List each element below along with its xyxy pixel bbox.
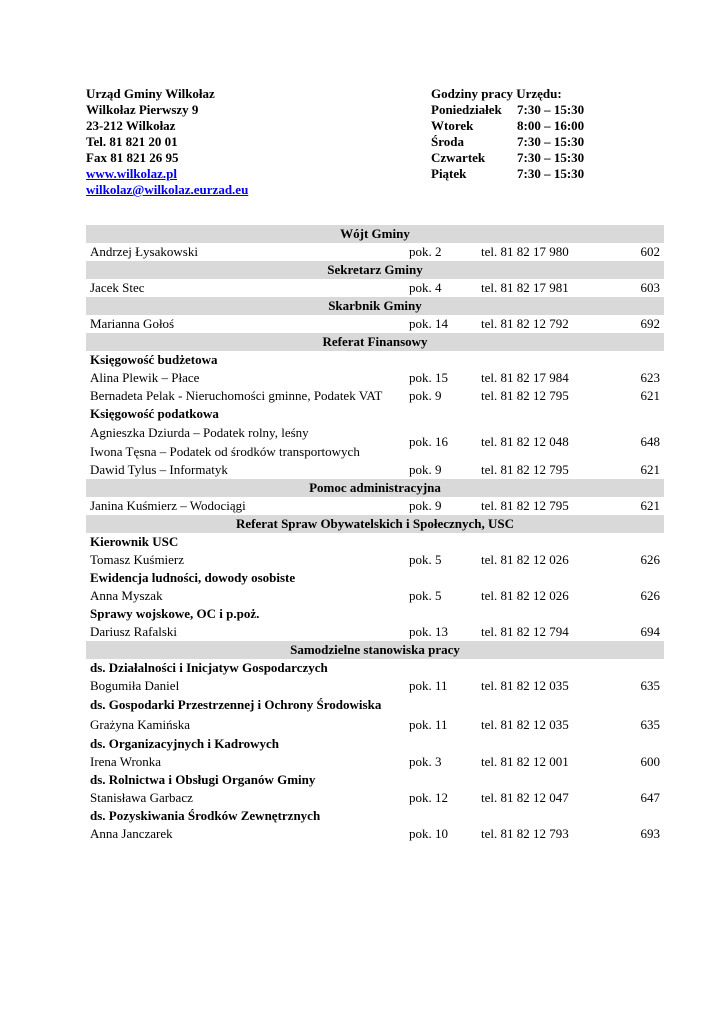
subheading: Kierownik USC [90, 534, 179, 549]
staff-phone: tel. 81 82 12 795 [481, 498, 569, 513]
staff-extension: 647 [640, 790, 660, 805]
staff-room: pok. 9 [409, 462, 442, 477]
staff-name: Stanisława Garbacz [90, 790, 193, 805]
staff-name: Andrzej Łysakowski [90, 244, 198, 259]
staff-extension: 693 [640, 826, 660, 841]
staff-room: pok. 12 [409, 790, 448, 805]
section-header [86, 261, 664, 279]
table-row [86, 623, 664, 641]
staff-room: pok. 3 [409, 754, 442, 769]
hours-day: Środa [431, 134, 464, 149]
office-name: Urząd Gminy Wilkołaz [86, 86, 215, 101]
staff-room: pok. 11 [409, 678, 448, 693]
table-row [86, 387, 664, 405]
hours-row [431, 134, 584, 150]
section-title: Sekretarz Gminy [86, 261, 664, 279]
hours-row [431, 102, 584, 118]
staff-name: Dariusz Rafalski [90, 624, 178, 639]
staff-extension: 623 [640, 370, 660, 385]
subheading-row [86, 735, 664, 753]
table-row [86, 461, 664, 479]
hours-time: 8:00 – 16:00 [517, 118, 585, 133]
section-title: Referat Spraw Obywatelskich i Społecznych, USC [86, 515, 664, 533]
staff-extension: 603 [640, 280, 660, 295]
subheading-row [86, 569, 664, 587]
hours-row [431, 150, 584, 166]
table-row [86, 789, 664, 807]
table-row [86, 753, 664, 771]
section-title: Skarbnik Gminy [86, 297, 664, 315]
staff-name: Marianna Gołoś [90, 316, 175, 331]
staff-name-pair [86, 423, 405, 461]
staff-extension: 692 [640, 316, 660, 331]
hours-day: Poniedziałek [431, 102, 502, 117]
staff-phone: tel. 81 82 12 794 [481, 624, 569, 639]
section-header [86, 225, 664, 243]
staff-room: pok. 15 [409, 370, 448, 385]
office-street: Wilkołaz Pierwszy 9 [86, 102, 199, 117]
subheading: ds. Działalności i Inicjatyw Gospodarczych [90, 660, 328, 675]
subheading-row [86, 405, 664, 423]
table-row [86, 423, 664, 461]
staff-name: Grażyna Kamińska [90, 717, 190, 732]
staff-name: Iwona Tęsna – Podatek od środków transportowych [90, 444, 360, 459]
table-row [86, 825, 664, 843]
staff-phone: tel. 81 82 12 035 [481, 717, 569, 732]
hours-day: Piątek [431, 166, 467, 181]
staff-name: Anna Myszak [90, 588, 163, 603]
staff-name: Anna Janczarek [90, 826, 173, 841]
office-contact-block [86, 86, 248, 198]
staff-name: Jacek Stec [90, 280, 145, 295]
staff-extension: 600 [640, 754, 660, 769]
subheading: ds. Pozyskiwania Środków Zewnętrznych [90, 808, 321, 823]
staff-extension: 635 [640, 678, 660, 693]
office-hours-block [431, 86, 584, 182]
staff-phone: tel. 81 82 12 035 [481, 678, 569, 693]
subheading: Księgowość podatkowa [90, 406, 219, 421]
hours-day: Wtorek [431, 118, 474, 133]
staff-extension: 621 [640, 388, 660, 403]
staff-name: Bernadeta Pelak - Nieruchomości gminne, Podatek VAT [90, 388, 383, 403]
staff-extension: 694 [640, 624, 660, 639]
staff-phone: tel. 81 82 12 793 [481, 826, 569, 841]
staff-phone: tel. 81 82 12 795 [481, 462, 569, 477]
table-row [86, 497, 664, 515]
staff-room: pok. 5 [409, 588, 442, 603]
hours-row [431, 166, 584, 182]
staff-name: Dawid Tylus – Informatyk [90, 462, 228, 477]
table-row [86, 551, 664, 569]
section-header [86, 479, 664, 497]
subheading-row [86, 533, 664, 551]
staff-room: pok. 2 [409, 244, 442, 259]
subheading: ds. Rolnictwa i Obsługi Organów Gminy [90, 772, 316, 787]
staff-directory-table [86, 225, 664, 843]
subheading-row [86, 771, 664, 789]
staff-room: pok. 10 [409, 826, 448, 841]
staff-phone: tel. 81 82 12 026 [481, 588, 569, 603]
table-row [86, 715, 664, 735]
staff-name: Agnieszka Dziurda – Podatek rolny, leśny [90, 425, 309, 440]
staff-name: Bogumiła Daniel [90, 678, 180, 693]
staff-extension: 648 [640, 434, 660, 449]
section-header [86, 297, 664, 315]
staff-name: Janina Kuśmierz – Wodociągi [90, 498, 246, 513]
section-header [86, 515, 664, 533]
section-title: Referat Finansowy [86, 333, 664, 351]
staff-name: Tomasz Kuśmierz [90, 552, 185, 567]
office-city: 23-212 Wilkołaz [86, 118, 176, 133]
subheading: Sprawy wojskowe, OC i p.poż. [90, 606, 260, 621]
subheading: ds. Gospodarki Przestrzennej i Ochrony Środowiska [90, 697, 382, 712]
subheading-row [86, 659, 664, 677]
staff-phone: tel. 81 82 12 795 [481, 388, 569, 403]
staff-phone: tel. 81 82 17 980 [481, 244, 569, 259]
staff-room: pok. 16 [409, 434, 448, 449]
office-phone: Tel. 81 821 20 01 [86, 134, 178, 149]
hours-row [431, 118, 584, 134]
table-row [86, 243, 664, 261]
section-title: Pomoc administracyjna [86, 479, 664, 497]
staff-phone: tel. 81 82 12 001 [481, 754, 569, 769]
table-row [86, 315, 664, 333]
staff-room: pok. 14 [409, 316, 448, 331]
staff-room: pok. 4 [409, 280, 442, 295]
staff-phone: tel. 81 82 12 026 [481, 552, 569, 567]
hours-day: Czwartek [431, 150, 486, 165]
staff-extension: 621 [640, 462, 660, 477]
staff-name: Alina Plewik – Płace [90, 370, 200, 385]
website-link[interactable]: www.wilkolaz.pl [86, 166, 178, 181]
table-row [86, 587, 664, 605]
staff-phone: tel. 81 82 12 048 [481, 434, 569, 449]
section-header [86, 641, 664, 659]
table-row [86, 677, 664, 695]
hours-time: 7:30 – 15:30 [517, 102, 585, 117]
table-row [86, 279, 664, 297]
section-title: Wójt Gminy [86, 225, 664, 243]
hours-time: 7:30 – 15:30 [517, 134, 585, 149]
staff-phone: tel. 81 82 17 981 [481, 280, 569, 295]
subheading-row [86, 807, 664, 825]
hours-time: 7:30 – 15:30 [517, 150, 585, 165]
staff-phone: tel. 81 82 17 984 [481, 370, 569, 385]
office-hours-title: Godziny pracy Urzędu: [431, 86, 562, 101]
subheading-row [86, 605, 664, 623]
staff-extension: 602 [640, 244, 660, 259]
section-title: Samodzielne stanowiska pracy [86, 641, 664, 659]
email-link[interactable]: wilkolaz@wilkolaz.eurzad.eu [86, 182, 249, 197]
office-fax: Fax 81 821 26 95 [86, 150, 179, 165]
staff-extension: 635 [640, 717, 660, 732]
staff-phone: tel. 81 82 12 047 [481, 790, 569, 805]
staff-room: pok. 9 [409, 498, 442, 513]
staff-name: Irena Wronka [90, 754, 162, 769]
subheading-row [86, 695, 664, 715]
staff-room: pok. 5 [409, 552, 442, 567]
staff-room: pok. 9 [409, 388, 442, 403]
subheading-row [86, 351, 664, 369]
staff-room: pok. 11 [409, 717, 448, 732]
subheading: ds. Organizacyjnych i Kadrowych [90, 736, 279, 751]
section-header [86, 333, 664, 351]
staff-room: pok. 13 [409, 624, 448, 639]
table-row [86, 369, 664, 387]
staff-extension: 626 [640, 588, 660, 603]
staff-extension: 626 [640, 552, 660, 567]
subheading: Księgowość budżetowa [90, 352, 218, 367]
staff-extension: 621 [640, 498, 660, 513]
staff-phone: tel. 81 82 12 792 [481, 316, 569, 331]
subheading: Ewidencja ludności, dowody osobiste [90, 570, 296, 585]
hours-time: 7:30 – 15:30 [517, 166, 585, 181]
